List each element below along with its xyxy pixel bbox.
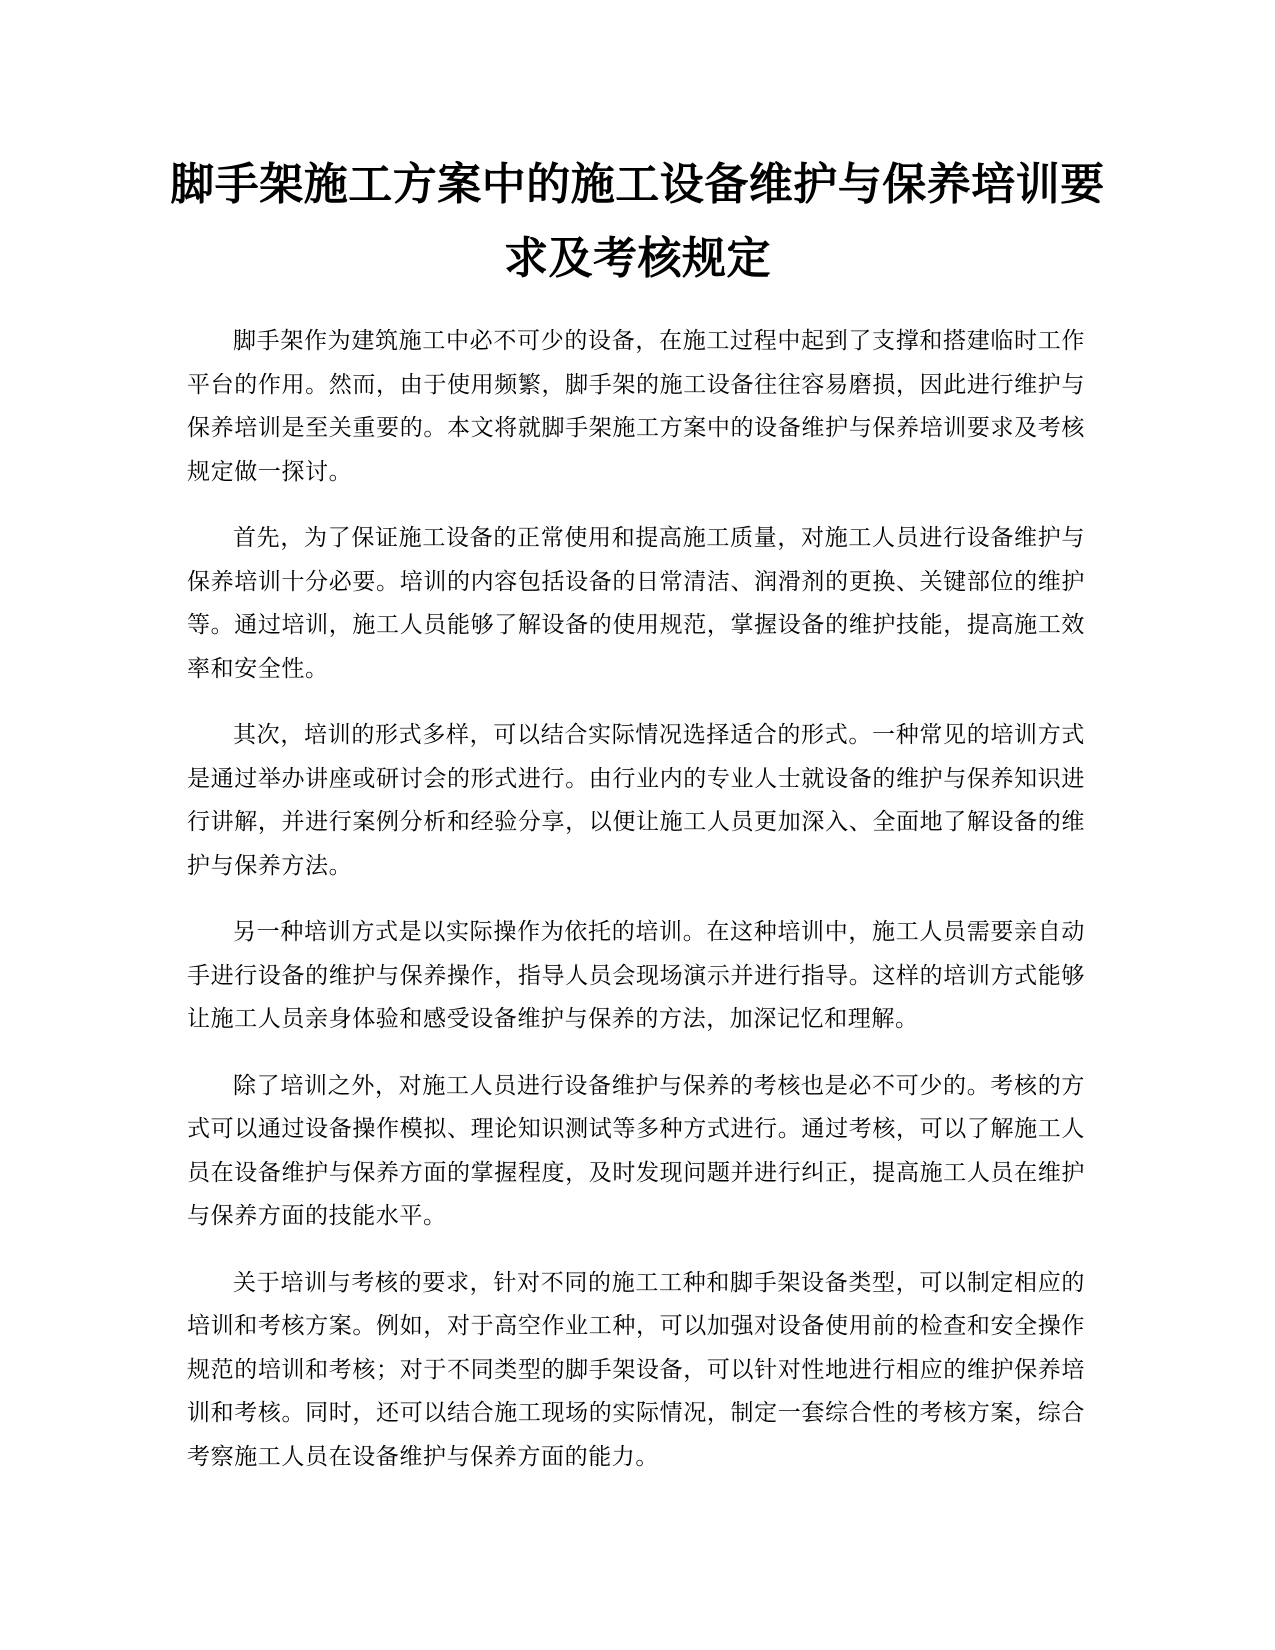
document-title: 脚手架施工方案中的施工设备维护与保养培训要求及考核规定 <box>170 159 1105 284</box>
paragraph-5: 除了培训之外，对施工人员进行设备维护与保养的考核也是必不可少的。考核的方式可以通过设备操作模拟、理论知识测试等多种方式进行。通过考核，可以了解施工人员在设备维护与保养方面的掌握程度，及时发现问题并进行纠正，提高施工人员在维护与保养方面的技能水平。 <box>187 1072 1085 1229</box>
document-body <box>187 320 1085 1502</box>
paragraph-2: 首先，为了保证施工设备的正常使用和提高施工质量，对施工人员进行设备维护与保养培训十分必要。培训的内容包括设备的日常清洁、润滑剂的更换、关键部位的维护等。通过培训，施工人员能够了解设备的使用规范，掌握设备的维护技能，提高施工效率和安全性。 <box>187 525 1085 682</box>
paragraph-1: 脚手架作为建筑施工中必不可少的设备，在施工过程中起到了支撑和搭建临时工作平台的作用。然而，由于使用频繁，脚手架的施工设备往往容易磨损，因此进行维护与保养培训是至关重要的。本文将就脚手架施工方案中的设备维护与保养培训要求及考核规定做一探讨。 <box>187 328 1085 485</box>
paragraph-6: 关于培训与考核的要求，针对不同的施工工种和脚手架设备类型，可以制定相应的培训和考核方案。例如，对于高空作业工种，可以加强对设备使用前的检查和安全操作规范的培训和考核；对于不同类型的脚手架设备，可以针对性地进行相应的维护保养培训和考核。同时，还可以结合施工现场的实际情况，制定一套综合性的考核方案，综合考察施工人员在设备维护与保养方面的能力。 <box>187 1269 1085 1470</box>
paragraph-3: 其次，培训的形式多样，可以结合实际情况选择适合的形式。一种常见的培训方式是通过举办讲座或研讨会的形式进行。由行业内的专业人士就设备的维护与保养知识进行讲解，并进行案例分析和经验分享，以便让施工人员更加深入、全面地了解设备的维护与保养方法。 <box>187 722 1085 879</box>
paragraph-4: 另一种培训方式是以实际操作为依托的培训。在这种培训中，施工人员需要亲自动手进行设备的维护与保养操作，指导人员会现场演示并进行指导。这样的培训方式能够让施工人员亲身体验和感受设备维护与保养的方法，加深记忆和理解。 <box>187 919 1085 1032</box>
